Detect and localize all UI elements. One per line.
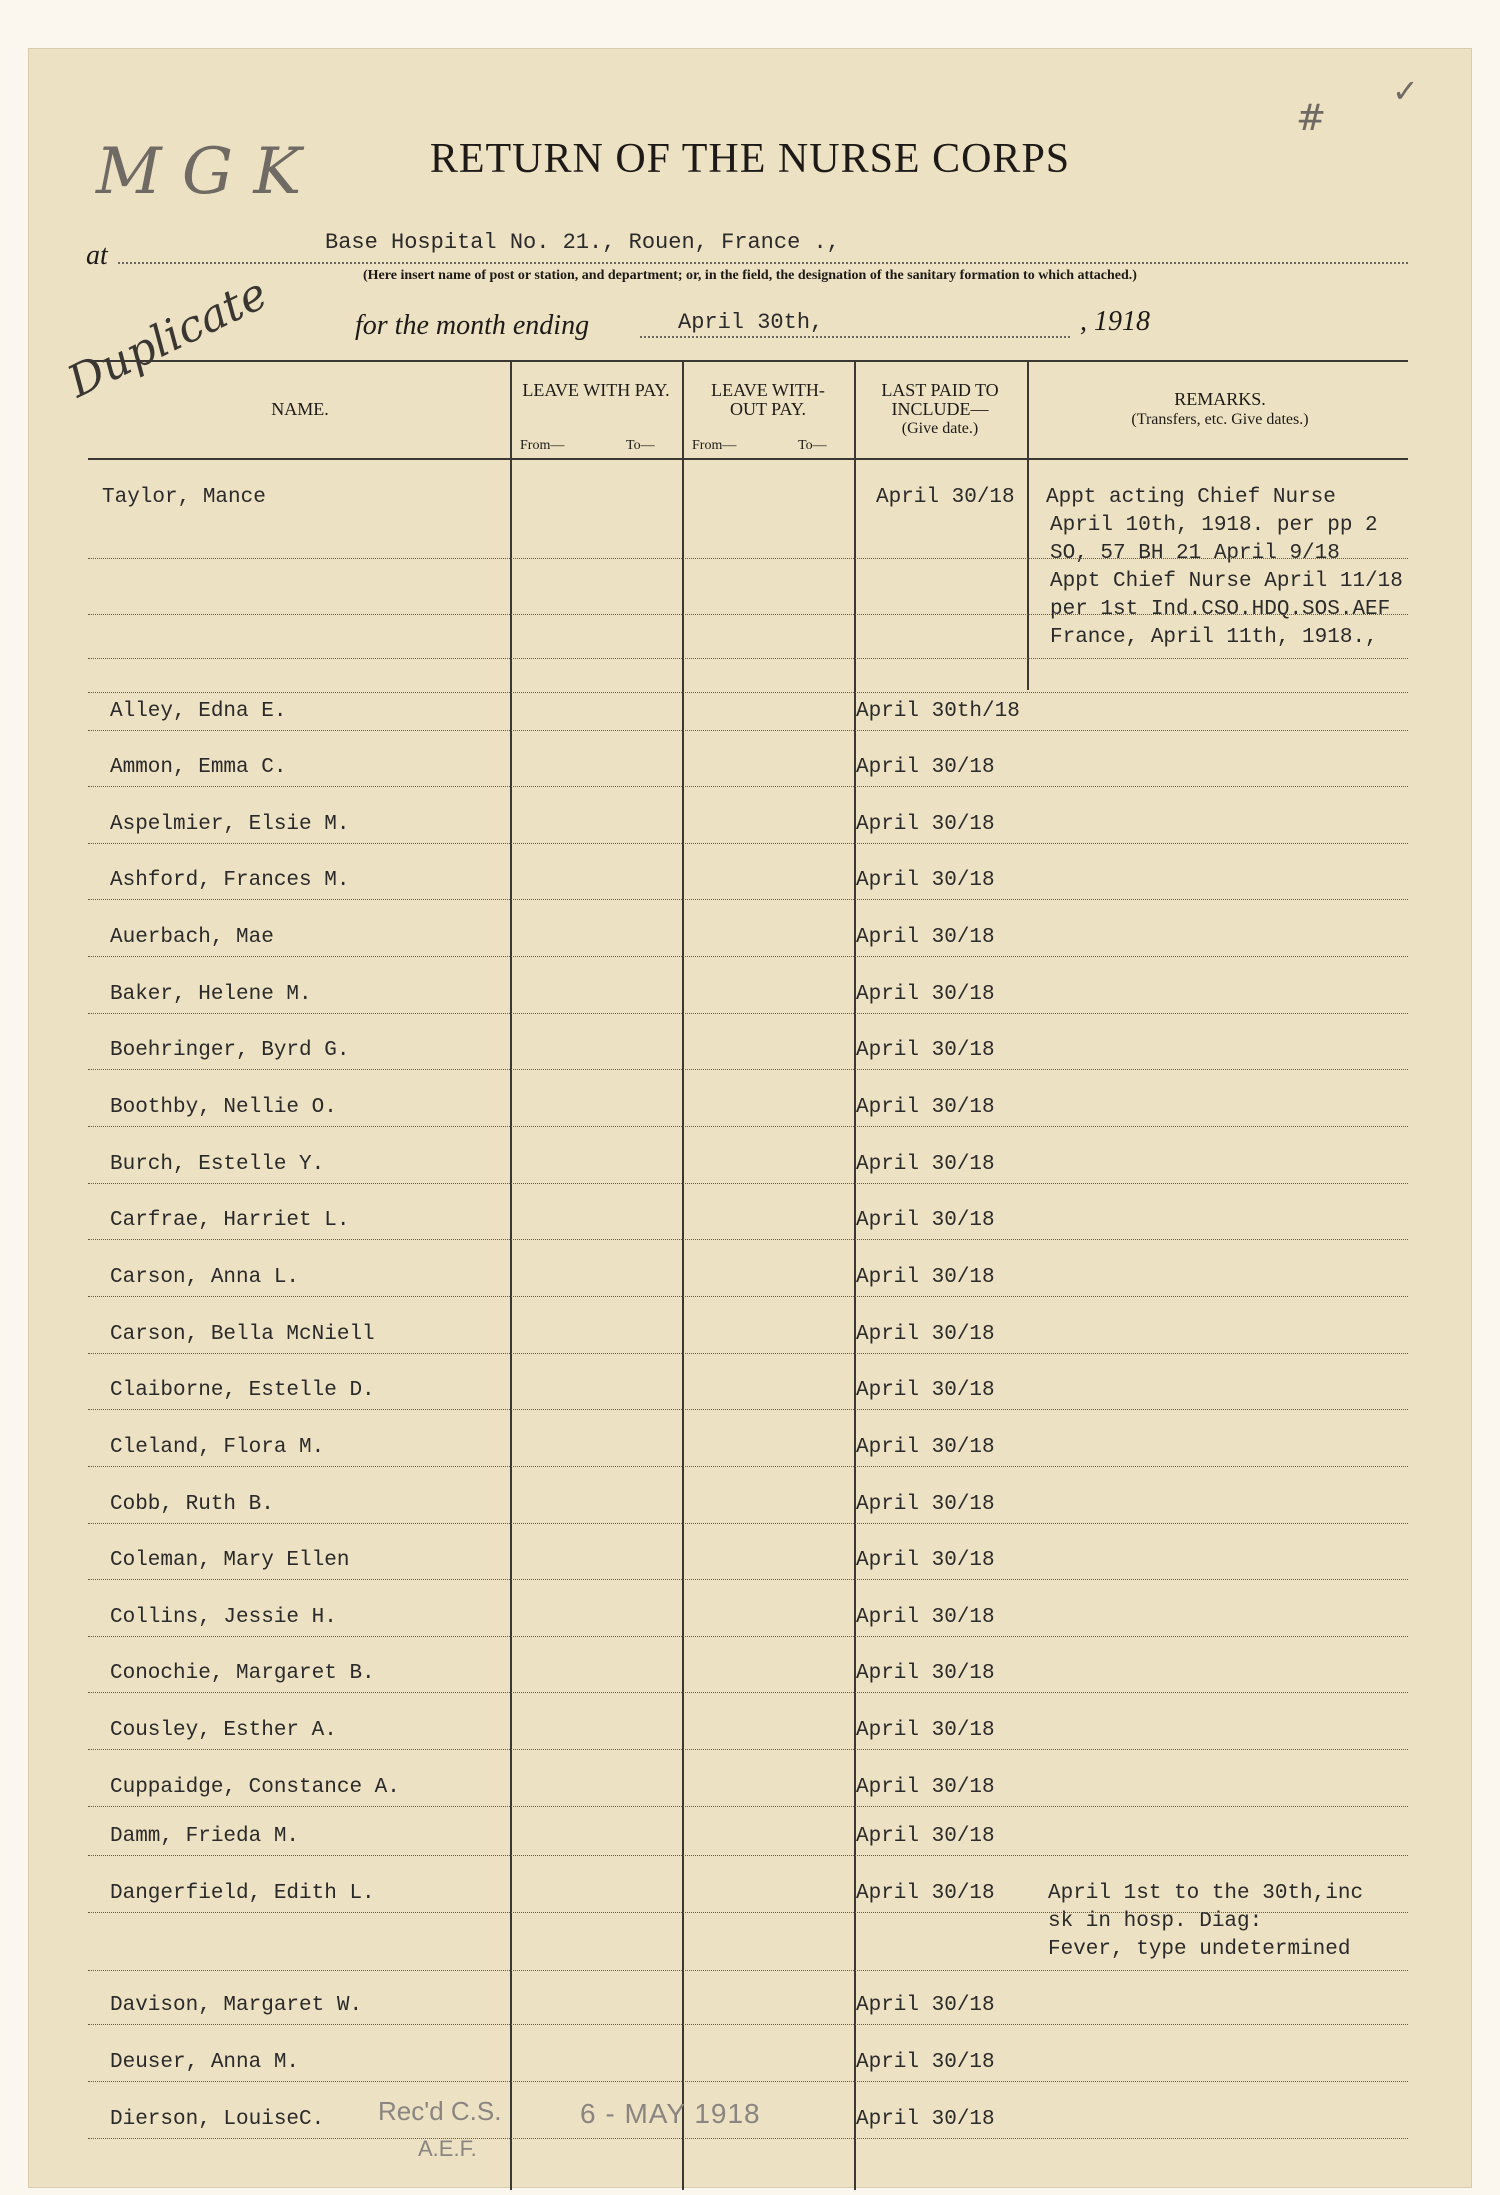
nurse-name: Davison, Margaret W. bbox=[110, 1994, 363, 2017]
row-rule bbox=[88, 1579, 1408, 1580]
col-from-2: From— bbox=[692, 438, 737, 453]
location-value: Base Hospital No. 21., Rouen, France ., bbox=[325, 230, 840, 255]
row-rule bbox=[88, 786, 1408, 787]
location-line bbox=[118, 262, 1408, 264]
row-rule bbox=[88, 899, 1408, 900]
nurse-name: Alley, Edna E. bbox=[110, 700, 287, 723]
row-rule bbox=[88, 1013, 1408, 1014]
month-line bbox=[640, 336, 1070, 338]
table-top-rule bbox=[88, 360, 1408, 362]
last-paid-date: April 30/18 bbox=[856, 1606, 995, 1629]
remark-line: France, April 11th, 1918., bbox=[1050, 626, 1378, 649]
row-rule bbox=[88, 1239, 1408, 1240]
col-divider-1 bbox=[510, 360, 512, 2190]
nurse-name: Collins, Jessie H. bbox=[110, 1606, 337, 1629]
last-paid-date: April 30/18 bbox=[856, 2051, 995, 2074]
nurse-name: Ashford, Frances M. bbox=[110, 869, 350, 892]
month-label: for the month ending bbox=[355, 310, 590, 341]
last-paid-date: April 30/18 bbox=[856, 1776, 995, 1799]
col-to-1: To— bbox=[626, 438, 655, 453]
last-paid-date: April 30/18 bbox=[856, 983, 995, 1006]
nurse-name: Dangerfield, Edith L. bbox=[110, 1882, 375, 1905]
last-paid-date: April 30/18 bbox=[856, 2108, 995, 2131]
row-rule bbox=[88, 843, 1408, 844]
last-paid-date: April 30/18 bbox=[876, 486, 1015, 509]
remark-line: April 1st to the 30th,inc bbox=[1048, 1882, 1364, 1905]
pencil-hash-mark: # bbox=[1296, 98, 1327, 139]
last-paid-date: April 30/18 bbox=[856, 1662, 995, 1685]
col-from-1: From— bbox=[520, 438, 565, 453]
nurse-name: Carfrae, Harriet L. bbox=[110, 1209, 350, 1232]
nurse-name: Ammon, Emma C. bbox=[110, 756, 287, 779]
nurse-name: Carson, Bella McNiell bbox=[110, 1323, 375, 1346]
col-divider-2 bbox=[682, 360, 684, 2190]
remark-line: Appt Chief Nurse April 11/18 bbox=[1050, 570, 1403, 593]
col-divider-4 bbox=[1027, 360, 1029, 690]
nurse-name: Aspelmier, Elsie M. bbox=[110, 813, 350, 836]
row-rule bbox=[88, 658, 1408, 659]
col-header-remarks-sub: (Transfers, etc. Give dates.) bbox=[1131, 411, 1309, 428]
last-paid-date: April 30/18 bbox=[856, 926, 995, 949]
row-rule bbox=[88, 1970, 1408, 1971]
last-paid-date: April 30/18 bbox=[856, 1825, 995, 1848]
nurse-name: Damm, Frieda M. bbox=[110, 1825, 300, 1848]
table-header-rule bbox=[88, 458, 1408, 460]
last-paid-date: April 30/18 bbox=[856, 1493, 995, 1516]
row-rule bbox=[88, 1409, 1408, 1410]
row-rule bbox=[88, 1806, 1408, 1807]
last-paid-date: April 30/18 bbox=[856, 813, 995, 836]
nurse-name: Carson, Anna L. bbox=[110, 1266, 300, 1289]
remark-line: Fever, type undetermined bbox=[1048, 1938, 1351, 1961]
remark-line: sk in hosp. Diag: bbox=[1048, 1910, 1263, 1933]
row-rule bbox=[88, 1636, 1408, 1637]
nurse-name: Baker, Helene M. bbox=[110, 983, 312, 1006]
nurse-name: Auerbach, Mae bbox=[110, 926, 274, 949]
at-label: at bbox=[86, 240, 108, 271]
nurse-name: Cobb, Ruth B. bbox=[110, 1493, 274, 1516]
pencil-initials: M G K bbox=[96, 135, 302, 209]
nurse-name: Dierson, LouiseC. bbox=[110, 2108, 325, 2131]
last-paid-date: April 30th/18 bbox=[856, 700, 1020, 723]
last-paid-date: April 30/18 bbox=[856, 1379, 995, 1402]
row-rule bbox=[88, 1466, 1408, 1467]
remark-line: Appt acting Chief Nurse bbox=[1046, 486, 1336, 509]
last-paid-date: April 30/18 bbox=[856, 1096, 995, 1119]
row-rule bbox=[88, 1126, 1408, 1127]
row-rule bbox=[88, 1296, 1408, 1297]
last-paid-date: April 30/18 bbox=[856, 1039, 995, 1062]
last-paid-date: April 30/18 bbox=[856, 1323, 995, 1346]
pencil-check-mark: ✓ bbox=[1392, 72, 1419, 110]
row-rule bbox=[88, 614, 1408, 615]
nurse-name: Deuser, Anna M. bbox=[110, 2051, 300, 2074]
nurse-name: Conochie, Margaret B. bbox=[110, 1662, 375, 1685]
row-rule bbox=[88, 2138, 1408, 2139]
form-title: RETURN OF THE NURSE CORPS bbox=[429, 136, 1071, 182]
last-paid-date: April 30/18 bbox=[856, 1994, 995, 2017]
last-paid-date: April 30/18 bbox=[856, 1209, 995, 1232]
received-stamp-label: Rec'd C.S. bbox=[378, 2096, 502, 2126]
remark-line: per 1st Ind.CSO.HDQ.SOS.AEF bbox=[1050, 598, 1391, 621]
col-header-remarks: REMARKS. bbox=[1174, 389, 1266, 409]
col-header-leave-with-pay: LEAVE WITH PAY. bbox=[522, 380, 670, 400]
row-rule bbox=[88, 558, 1408, 559]
nurse-name: Boothby, Nellie O. bbox=[110, 1096, 337, 1119]
nurse-name: Claiborne, Estelle D. bbox=[110, 1379, 375, 1402]
last-paid-date: April 30/18 bbox=[856, 1153, 995, 1176]
month-value: April 30th, bbox=[678, 310, 824, 335]
location-instructions: (Here insert name of post or station, and department; or, in the field, the designation of the sanitary formation to which attached.) bbox=[363, 268, 1137, 283]
row-rule bbox=[88, 1523, 1408, 1524]
received-stamp-date: 6 - MAY 1918 bbox=[580, 2098, 761, 2129]
last-paid-date: April 30/18 bbox=[856, 1266, 995, 1289]
nurse-name: Cleland, Flora M. bbox=[110, 1436, 325, 1459]
col-header-leave-without-pay: LEAVE WITH- OUT PAY. bbox=[711, 380, 825, 419]
row-rule bbox=[88, 1692, 1408, 1693]
remark-line: SO, 57 BH 21 April 9/18 bbox=[1050, 542, 1340, 565]
col-header-name: NAME. bbox=[271, 399, 329, 419]
nurse-name: Burch, Estelle Y. bbox=[110, 1153, 325, 1176]
row-rule bbox=[88, 2024, 1408, 2025]
nurse-name: Cuppaidge, Constance A. bbox=[110, 1776, 400, 1799]
duplicate-signature: Duplicate bbox=[60, 267, 276, 408]
last-paid-date: April 30/18 bbox=[856, 1436, 995, 1459]
last-paid-date: April 30/18 bbox=[856, 869, 995, 892]
nurse-name: Taylor, Mance bbox=[102, 486, 266, 509]
row-rule bbox=[88, 730, 1408, 731]
row-rule bbox=[88, 2081, 1408, 2082]
nurse-name: Boehringer, Byrd G. bbox=[110, 1039, 350, 1062]
row-rule bbox=[88, 1855, 1408, 1856]
row-rule bbox=[88, 1353, 1408, 1354]
last-paid-date: April 30/18 bbox=[856, 1549, 995, 1572]
nurse-name: Coleman, Mary Ellen bbox=[110, 1549, 350, 1572]
last-paid-date: April 30/18 bbox=[856, 756, 995, 779]
row-rule bbox=[88, 692, 1408, 693]
row-rule bbox=[88, 1749, 1408, 1750]
row-rule bbox=[88, 956, 1408, 957]
year-value: , 1918 bbox=[1080, 306, 1150, 337]
last-paid-date: April 30/18 bbox=[856, 1882, 995, 1905]
received-stamp-unit: A.E.F. bbox=[418, 2136, 477, 2161]
row-rule bbox=[88, 1912, 1408, 1913]
nurse-name: Cousley, Esther A. bbox=[110, 1719, 337, 1742]
row-rule bbox=[88, 1069, 1408, 1070]
col-to-2: To— bbox=[798, 438, 827, 453]
col-header-last-paid-sub: (Give date.) bbox=[901, 420, 979, 437]
last-paid-date: April 30/18 bbox=[856, 1719, 995, 1742]
row-rule bbox=[88, 1183, 1408, 1184]
remark-line: April 10th, 1918. per pp 2 bbox=[1050, 514, 1378, 537]
col-header-last-paid: LAST PAID TO INCLUDE— bbox=[881, 380, 999, 419]
